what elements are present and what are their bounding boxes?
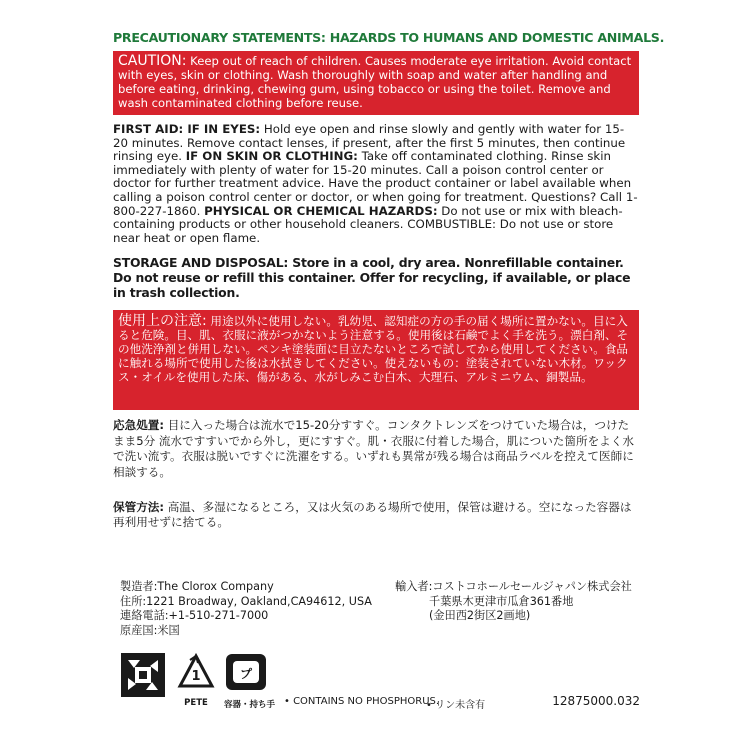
jp-caution-text: 用途以外に使用しない。乳幼児、認知症の方の手の届く場所に置かない。目に入ると危険。目、肌、衣服に液がつかないよう注意する。使用後は石鹸でよく手を洗う。漂白剤、その他洗浄剤と併用しない。ペンキ塗装面に目立たないところで試してから使用してください。食品に触れる場所で使用した後は水拭きしてください。使えないもの：塗装されていない木材。ワックス・オイルを使用した床、傷がある、水がしみこむ白木、大理石、アルミニウム、銅製品。: [118, 314, 629, 385]
jp-first-aid-paragraph: [113, 418, 639, 480]
product-code: 12875000.032: [552, 694, 640, 708]
svg-text:プ: プ: [239, 667, 253, 681]
plastic-container-icon: [224, 652, 268, 692]
importer-name: 輸入者:コストコホールセールジャパン株式会社: [395, 580, 632, 593]
pete-number: 1: [191, 669, 201, 684]
skin-text: Take off contaminated clothing. Rinse skin immediately with plenty of water for 15-20 minutes. Call a poison control center or doctor for further treatment advice. Have the product container or label available when calling a poison control center or doctor, or when going for treatment. Questions? Call 1-800-227-1860.: [113, 149, 638, 218]
symbols-row: [120, 652, 640, 712]
label-panel: [113, 30, 665, 531]
jp-storage-label: 保管方法:: [113, 499, 165, 514]
storage-label: STORAGE AND DISPOSAL:: [113, 255, 289, 271]
jp-caution-label: 使用上の注意:: [118, 313, 207, 330]
jp-storage-text: 高温、多湿になるところ，又は火気のある場所で使用，保管は避ける。空になった容器は再利用せずに捨てる。: [113, 499, 632, 530]
hazards-label: PHYSICAL OR CHEMICAL HAZARDS:: [204, 203, 438, 218]
hazards-text: Do not use or mix with bleach-containing products or other household cleaners. COMBUSTIBLE: Do not use or store near heat or open flame.: [113, 203, 623, 245]
recycle-pp-icon: [120, 652, 166, 702]
pla-caption: 容器・持ち手: [224, 700, 276, 710]
precautionary-header: PRECAUTIONARY STATEMENTS: HAZARDS TO HUMANS AND DOMESTIC ANIMALS.: [113, 30, 665, 45]
manufacturer-name: 製造者:The Clorox Company: [120, 580, 274, 593]
jp-caution-box: [113, 310, 639, 410]
pete-caption: PETE: [184, 698, 208, 708]
first-aid-eyes-text: Hold eye open and rinse slowly and gently with water for 15-20 minutes. Remove contact lenses, if present, after the first 5 minutes, then continue rinsing eye.: [113, 122, 626, 164]
storage-text: Store in a cool, dry area. Nonrefillable container. Do not reuse or refill this container. Offer for recycling, if available, or place in trash collection.: [113, 255, 631, 301]
jp-first-aid-label: 応急処置:: [113, 418, 165, 433]
no-phosphorus-note-jp: • リン未含有: [426, 700, 486, 711]
importer-address: 千葉県木更津市瓜倉361番地: [429, 594, 574, 608]
jp-first-aid-text: 目に入った場合は流水で15-20分すすぐ。コンタクトレンズをつけていた場合は，つけたまま5分 流水ですすいでから外し，更にすすぐ。肌・衣服に付着した場合，肌についた箇所をよく水で洗い流す。衣服は脱いですぐに洗濯をする。いずれも異常が残る場合は商品ラベルを控えて医師に相談する。: [113, 418, 634, 479]
importer-lot: (金田西2街区2画地): [429, 609, 531, 623]
manufacturer-info: [120, 580, 372, 638]
caution-label: CAUTION:: [118, 53, 187, 69]
caution-box: [113, 51, 639, 115]
first-aid-label: FIRST AID: IF IN EYES:: [113, 122, 261, 136]
importer-info: [395, 580, 632, 624]
pla-recycle-symbol: [224, 652, 275, 710]
storage-paragraph: [113, 255, 639, 300]
caution-text: Keep out of reach of children. Causes moderate eye irritation. Avoid contact with eyes, skin or clothing. Wash thoroughly with soap and water after handling and before eating, drinking, chewing gum, using tobacco or using the toilet. Remove and wash contaminated clothing before reuse.: [118, 54, 632, 110]
pete-recycle-symbol: [176, 652, 216, 708]
manufacturer-address: 住所:1221 Broadway, Oakland,CA94612, USA: [120, 594, 372, 608]
no-phosphorus-note: • CONTAINS NO PHOSPHORUS.: [284, 696, 440, 707]
jp-storage-paragraph: [113, 500, 639, 531]
skin-label: IF ON SKIN OR CLOTHING:: [185, 149, 358, 164]
country-of-origin: 原産国:米国: [120, 623, 180, 637]
manufacturer-phone: 連絡電話:+1-510-271-7000: [120, 609, 269, 623]
pete-triangle-icon: [176, 652, 216, 692]
first-aid-paragraph: [113, 123, 639, 245]
